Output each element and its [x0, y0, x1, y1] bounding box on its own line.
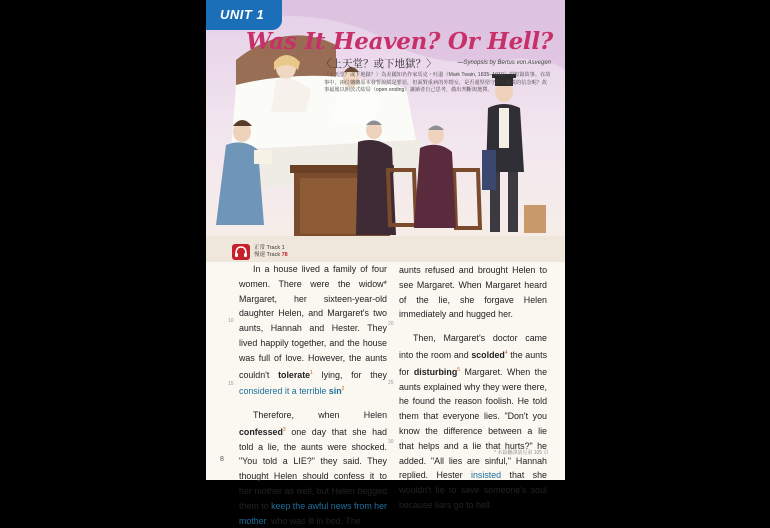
story-subtitle-chinese: 〈上天堂？或下地獄？〉 — [321, 58, 437, 70]
headphones-icon — [232, 244, 250, 260]
paragraph-3: aunts refused and brought Helen to see Margaret. When Margaret heard of the lie, she forgave Helen immediately and hugged her. — [399, 265, 547, 320]
line-number: 20 — [388, 321, 394, 327]
track-info — [254, 245, 288, 259]
vocab-disturbing: disturbing — [413, 366, 458, 377]
line-number: 15 — [228, 381, 234, 387]
paragraph-1: In a house lived a family of four women. There were the widow* Margaret, her sixteen-year-old daughter Helen, and Margaret's two aunts, Hannah and Hester. They lived happily together, and the house was full of love. However, the aunts couldn't tolerate$^1$ lying, for they considered it a terrible sin$^2$ — [239, 264, 387, 397]
normal-track: 正常 Track 1 — [254, 245, 285, 251]
paragraph-2: Therefore, when Helen confessed$^3$ one day that she had told a lie, the aunts were shocked. "You told a LIE?" they said. They thought Helen should confess it to her mother as well, but Helen begged them to keep the awful news from her mother, who was ill in bed. The — [239, 410, 388, 526]
story-introduction: 〈上天堂？或下地獄？〉為美國知名作家馬克・吐溫（Mark Twain, 1835–1910）的短篇故事。在故事中，兩位嬸嬸原本發誓說謊是罪惡，但面對重病的外甥女，是否還堅堅守住不說謊的信念呢？故事最後以開放式結局（open ending）讓讀者自己思考，做出判斷與選擇。 — [324, 72, 551, 94]
slow-track: 慢速 Track 78 — [254, 252, 288, 258]
story-title: Was It Heaven? Or Hell? — [245, 28, 553, 55]
story-column-left — [239, 262, 387, 528]
page-number: 8 — [220, 456, 224, 463]
vocab-tolerate: tolerate — [278, 369, 311, 380]
synopsis-credit: —Synopsis by Bertus von Asvegen — [457, 60, 551, 66]
vocab-scolded: scolded — [471, 349, 505, 360]
vocab-confessed: confessed — [239, 426, 283, 437]
story-column-right — [399, 263, 547, 513]
textbook-page — [206, 0, 565, 526]
line-number: 30 — [388, 439, 394, 445]
translation-footnote: * 本篇翻譯請見第 105 頁 — [494, 450, 549, 456]
phrase-insisted: insisted — [471, 470, 502, 481]
line-number: 10 — [228, 318, 234, 324]
phrase-keep-news: keep the awful news from her mother — [239, 500, 388, 526]
paragraph-4: Then, Margaret's doctor came into the room and scolded$^4$ the aunts for disturbing$^5$ Margaret. When the aunts explained why they were there, he found the reason foolish. He told them that everyone lies. "Don't you know the difference between a lie that helps and a lie that hurts?" he added. "All lies are sinful," Hannah replied. Hester insisted that she wouldn't lie to save someone's soul because liars go to hell. — [399, 333, 548, 510]
vocab-sin: sin — [328, 386, 342, 397]
phrase-considered: considered it a terrible sin — [239, 386, 342, 397]
audio-track-label[interactable] — [232, 242, 314, 262]
unit-tab: UNIT 1 — [206, 0, 282, 30]
line-number: 25 — [388, 380, 394, 386]
